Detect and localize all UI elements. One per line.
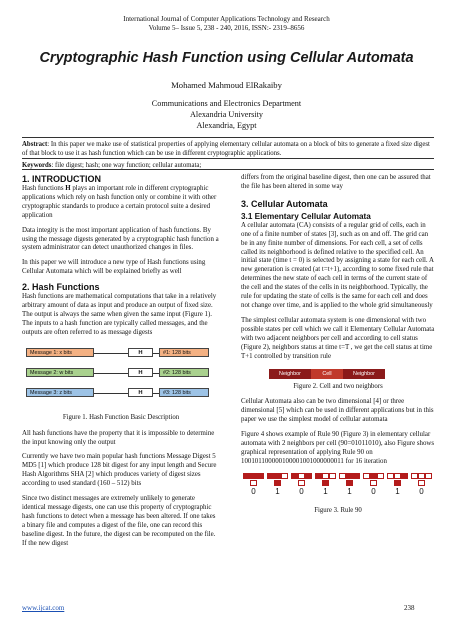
fig1-message-box: Message 1: x bits: [26, 348, 94, 357]
fig1-message-box: Message 2: w bits: [26, 368, 94, 377]
figure-1-caption: Figure 1. Hash Function Basic Description: [62, 413, 180, 421]
fig1-row: [22, 368, 220, 378]
rule90-input-cell: [387, 473, 394, 479]
hash-paragraph-4: Since two distinct messages are extremely unlikely to generate identical message digests, one can use this property of cryptographic hash functions to detect when a message has been altered. If one takes a binary file and computes a digest of the file, one can record this baseline digest. In the future, the digest can be recomputed on the file. If the new digest: [22, 495, 216, 547]
rule-middle: [22, 158, 434, 159]
affiliation: [0, 98, 453, 131]
rule90-input-cell: [315, 473, 322, 479]
figure-3: [241, 471, 435, 507]
rule90-output-cell: [346, 480, 353, 486]
rule90-input-cell: [291, 473, 298, 479]
rule90-input-cell: [394, 473, 401, 479]
rule90-output-cell: [370, 480, 377, 486]
journal-name: International Journal of Computer Applications Technology and Research: [123, 15, 330, 23]
figure-1: [22, 344, 220, 414]
fig1-message-box: Message 3: z bits: [26, 388, 94, 397]
ca-paragraph-4: Figure 4 shows example of Rule 90 (Figure 3) in elementary cellular automata with 2 neighbors per cell (90=01011010), also Figure shows graphical representation of applying Rule 90 on 100101100000100001001000000011 for 16 iteration: [241, 431, 435, 465]
rule90-output-label: 1: [347, 486, 352, 496]
rule90-pattern: [387, 471, 409, 507]
fig1-hash-box: H: [128, 388, 153, 397]
rule90-pattern: [267, 471, 289, 507]
footer-url[interactable]: www.ijcat.com: [22, 604, 65, 612]
author-name: Mohamed Mahmoud ElRakaiby: [171, 80, 282, 90]
abstract-label: Abstract: [22, 141, 48, 148]
rule90-output-cell: [322, 480, 329, 486]
keywords-text: : file digest; hash; one way function; cellular automata;: [51, 162, 202, 169]
rule90-input-cell: [274, 473, 281, 479]
rule90-input-cell: [377, 473, 384, 479]
rule90-input-cell: [243, 473, 250, 479]
rule90-input-cell: [411, 473, 418, 479]
rule90-output-cell: [298, 480, 305, 486]
rule90-input-cell: [322, 473, 329, 479]
rule90-input-cell: [298, 473, 305, 479]
rule90-output-cell: [250, 480, 257, 486]
ca-paragraph-2: The simplest cellular automata system is one dimensional with two possible states per cell which we call it Elementary Cellular Automata with two adjacent neighbors per cell and according to cell status (Figure 2), neighbors status at time t=T , we get the cell status at time T+1 controlled by transition rule: [241, 316, 435, 360]
rule90-output-cell: [274, 480, 281, 486]
fig1-digest-box: #1: 128 bits: [159, 348, 209, 357]
section-3-1-heading: 3.1 Elementary Cellular Automata: [241, 211, 371, 221]
affiliation-univ: Alexandria University: [190, 110, 263, 119]
rule90-pattern: [363, 471, 385, 507]
rule90-input-cell: [370, 473, 377, 479]
rule90-input-cell: [281, 473, 288, 479]
journal-header: [0, 15, 453, 33]
rule90-input-cell: [257, 473, 264, 479]
abstract: [22, 140, 434, 158]
rule90-input-cell: [329, 473, 336, 479]
rule90-input-cell: [401, 473, 408, 479]
rule90-input-cell: [267, 473, 274, 479]
figure-2-caption: Figure 2. Cell and two neighbors: [293, 383, 383, 391]
paper-title: Cryptographic Hash Function using Cellular Automata: [39, 50, 414, 66]
fig2-cell: Cell: [311, 369, 343, 379]
rule90-output-label: 0: [251, 486, 256, 496]
intro-paragraph-1: Hash functions H plays an important role in different cryptographic applications which rely on hash function only or combine it with other cryptographic standards to produce a certain protocol suite a desired application: [22, 185, 217, 219]
intro-paragraph-2: Data integity is the most important application of hash functions. By using the message digests generated by a cryptographic hash function a system administrator can detect unauthorized changes in files.: [22, 226, 219, 252]
rule90-pattern: [291, 471, 313, 507]
right-column: [241, 174, 435, 516]
figure-3-caption: Figure 3. Rule 90: [314, 506, 362, 514]
continued-paragraph: differs from the original baseline digest, then one can be assured that the file has been altered in some way: [241, 174, 431, 190]
fig2-neighbor-right: Neighbor: [343, 369, 385, 379]
rule90-pattern: [243, 471, 265, 507]
rule90-output-label: 0: [299, 486, 304, 496]
fig1-digest-box: #3: 128 bits: [159, 388, 209, 397]
rule90-input-cell: [346, 473, 353, 479]
intro-paragraph-3: In this paper we will introduce a new type of Hash functions using Cellular Automata which will be explained briefly as well: [22, 259, 206, 276]
affiliation-dept: Communications and Electronics Department: [151, 99, 302, 108]
rule-bottom: [22, 169, 434, 170]
rule90-input-cell: [425, 473, 432, 479]
affiliation-city: Alexandria, Egypt: [196, 121, 257, 130]
ca-paragraph-3: Cellular Automata also can be two dimensional [4] or three dimensional [5] which can be used in different applications but in this paper we use the simplest model of cellular automata: [241, 398, 434, 424]
fig1-row: [22, 348, 220, 358]
rule90-output-label: 1: [323, 486, 328, 496]
rule90-output-label: 1: [275, 486, 280, 496]
rule90-pattern: [315, 471, 337, 507]
section-1-heading: 1. INTRODUCTION: [22, 174, 102, 184]
rule90-input-cell: [353, 473, 360, 479]
rule90-output-label: 0: [371, 486, 376, 496]
fig2-neighbor-left: Neighbor: [269, 369, 311, 379]
rule90-input-cell: [418, 473, 425, 479]
hash-paragraph-2: All hash functions have the property that it is impossible to determine the input knowing only the output: [22, 429, 215, 446]
keywords-label: Keywords: [22, 162, 52, 169]
abstract-text: : In this paper we make use of statistical properties of applying elementary cellular automata on a block of bits to generate a fixed size digest of that block to use it as hash function which can be use in different cryptographic applications.: [22, 141, 430, 157]
section-2-heading: 2. Hash Functions: [22, 282, 100, 293]
rule90-input-cell: [305, 473, 312, 479]
hash-paragraph-1: Hash functions are mathematical computations that take in a relatively arbitrary amount of data as input and produce an output of fixed size. The output is always the same when given the same input (Figure 1). The inputs to a hash function are typically called messages, and the outputs are often referred to as message digests: [22, 293, 217, 336]
section-3-heading: 3. Cellular Automata: [241, 198, 328, 209]
rule90-input-cell: [339, 473, 346, 479]
journal-volume: Volume 5– Issue 5, 238 - 240, 2016, ISSN:- 2319–8656: [148, 24, 305, 32]
figure-2: [241, 369, 435, 383]
hash-paragraph-3: Currently we have two main popular hash functions Message Digest 5 MD5 [1] which produce 128 bit digest for any input length and Secure Hash Algorithms SHA [2] which produces variety of digest sizes according to used standard (160 – 512) bits: [22, 453, 217, 488]
rule90-output-cell: [418, 480, 425, 486]
rule-top: [22, 137, 434, 138]
rule90-input-cell: [363, 473, 370, 479]
rule90-output-label: 1: [395, 486, 400, 496]
fig1-arrow: [94, 393, 128, 394]
fig1-arrow: [94, 353, 128, 354]
fig1-hash-box: H: [128, 368, 153, 377]
rule90-pattern: [339, 471, 361, 507]
ca-paragraph-1: A cellular automata (CA) consists of a regular grid of cells, each in one of a finite number of states [3], such as on and off. The grid can be in any finite number of dimensions. For each cell, a set of cells called its neighborhood is defined relative to the specified cell. An initial state (time t = 0) is selected by assigning a state for each cell. A new generation is created (at t=t+1), according to some fixed rule that determines the new state of each cell in terms of the current state of the cell and the states of the cells in its neighborhood. Typically, the rule for updating the state of cells is the same for each cell and does not change over time, and is applied to the whole grid simultaneously: [241, 221, 434, 309]
rule90-pattern: [411, 471, 433, 507]
page-number: 238: [404, 604, 415, 612]
left-column: [22, 174, 220, 548]
rule90-output-label: 0: [419, 486, 424, 496]
fig1-row: [22, 388, 220, 398]
rule90-output-cell: [394, 480, 401, 486]
fig1-arrow: [94, 373, 128, 374]
fig1-hash-box: H: [128, 348, 153, 357]
fig1-digest-box: #2: 128 bits: [159, 368, 209, 377]
rule90-input-cell: [250, 473, 257, 479]
